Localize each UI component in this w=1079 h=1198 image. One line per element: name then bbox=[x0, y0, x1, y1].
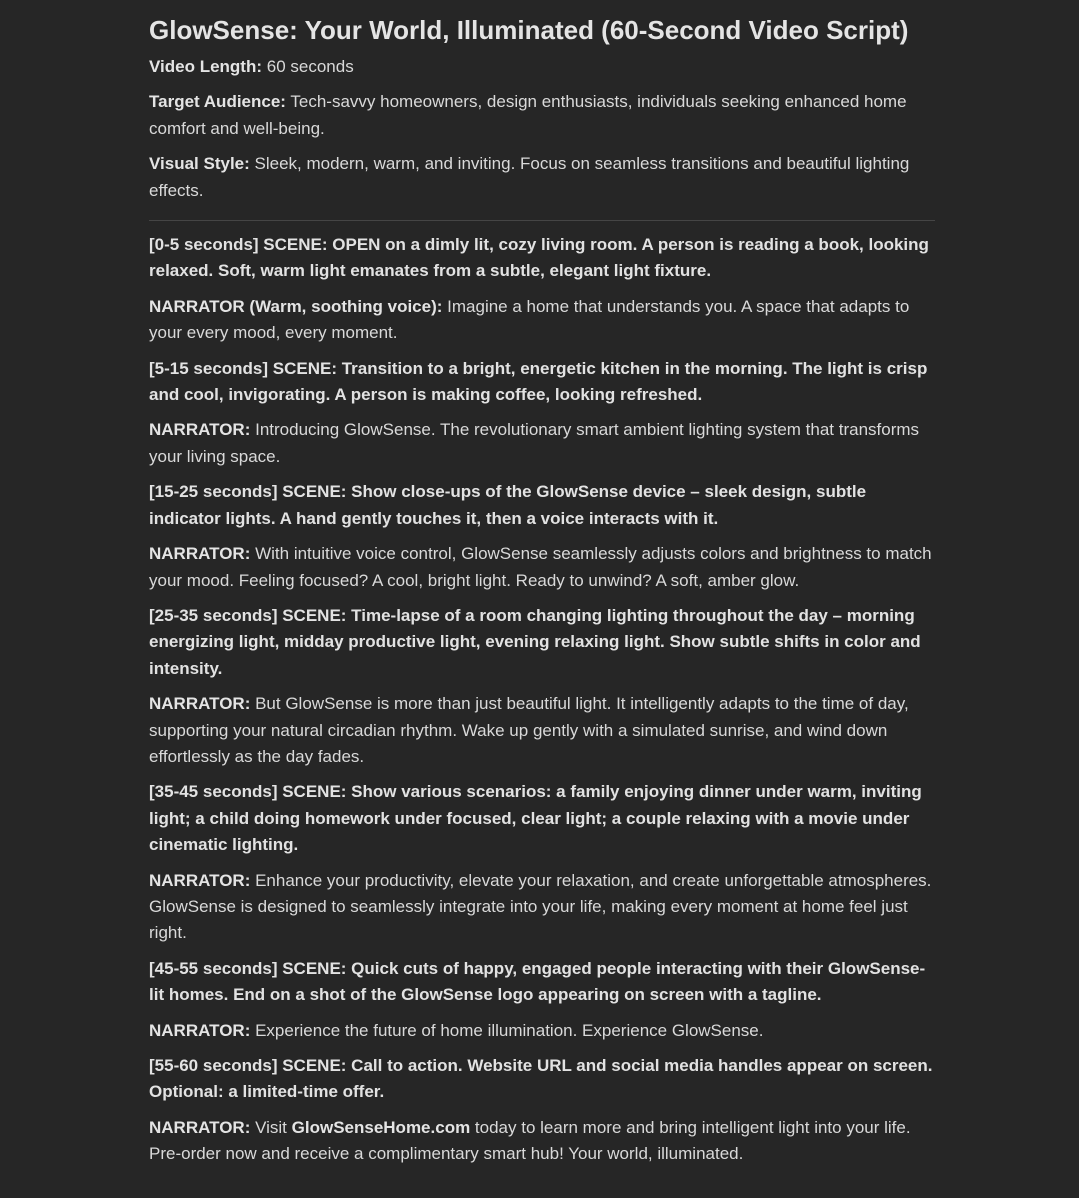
meta-value: Sleek, modern, warm, and inviting. Focus on seamless transitions and beautiful lighting effects. bbox=[149, 154, 910, 200]
narrator-label: NARRATOR: bbox=[149, 1117, 251, 1137]
divider bbox=[149, 220, 935, 221]
narration-text: Visit bbox=[250, 1117, 292, 1137]
scene-direction: [35-45 seconds] SCENE: Show various scenarios: a family enjoying dinner under warm, inviting light; a child doing homework under focused, clear light; a couple relaxing with a movie under cinematic lighting. bbox=[149, 782, 922, 855]
narration bbox=[149, 691, 935, 770]
narrator-label: NARRATOR (Warm, soothing voice): bbox=[149, 296, 443, 316]
website-url: GlowSenseHome.com bbox=[291, 1117, 471, 1137]
narration-text: But GlowSense is more than just beautiful light. It intelligently adapts to the time of day, supporting your natural circadian rhythm. Wake up gently with a simulated sunrise, and wind down effortlessly as the day fades. bbox=[149, 694, 909, 766]
scene-direction: [5-15 seconds] SCENE: Transition to a bright, energetic kitchen in the morning. The light is crisp and cool, invigorating. A person is making coffee, looking refreshed. bbox=[149, 358, 928, 405]
narration-text: Experience the future of home illumination. Experience GlowSense. bbox=[250, 1020, 764, 1040]
meta-value: Tech-savvy homeowners, design enthusiasts, individuals seeking enhanced home comfort and well-being. bbox=[149, 92, 907, 138]
narrator-label: NARRATOR: bbox=[149, 1020, 251, 1040]
narration-text: Enhance your productivity, elevate your relaxation, and create unforgettable atmospheres. GlowSense is designed to seamlessly integrate into your life, making every moment at home feel just right. bbox=[149, 870, 932, 943]
meta-value: 60 seconds bbox=[262, 57, 354, 76]
narrator-label: NARRATOR: bbox=[149, 544, 251, 564]
page-title: GlowSense: Your World, Illuminated (60-Second Video Script) bbox=[149, 15, 909, 45]
narration-text: Imagine a home that understands you. A space that adapts to your every mood, every moment. bbox=[149, 296, 910, 343]
narration bbox=[149, 1018, 935, 1044]
meta-label: Visual Style: bbox=[149, 154, 250, 174]
meta-target-audience bbox=[149, 89, 935, 142]
narration bbox=[149, 1115, 935, 1168]
narrator-label: NARRATOR: bbox=[149, 870, 251, 890]
scene-direction: [15-25 seconds] SCENE: Show close-ups of the GlowSense device – sleek design, subtle indicator lights. A hand gently touches it, then a voice interacts with it. bbox=[149, 482, 867, 528]
narration bbox=[149, 294, 935, 347]
narrator-label: NARRATOR: bbox=[149, 694, 251, 714]
narration bbox=[149, 541, 935, 594]
scene-direction: [0-5 seconds] SCENE: OPEN on a dimly lit, cozy living room. A person is reading a book, looking relaxed. Soft, warm light emanates from a subtle, elegant light fixture. bbox=[149, 235, 929, 281]
narration-text: With intuitive voice control, GlowSense seamlessly adjusts colors and brightness to match your mood. Feeling focused? A cool, bright light. Ready to unwind? A soft, amber glow. bbox=[149, 544, 932, 590]
scene-direction: [25-35 seconds] SCENE: Time-lapse of a room changing lighting throughout the day – morning energizing light, midday productive light, evening relaxing light. Show subtle shifts in color and intensity. bbox=[149, 605, 921, 678]
meta-visual-style bbox=[149, 151, 935, 204]
narration-text: today to learn more and bring intelligent light into your life. Pre-order now and receive a complimentary smart hub! Your world, illuminated. bbox=[149, 1117, 911, 1164]
meta-label: Target Audience: bbox=[149, 92, 286, 112]
narration bbox=[149, 868, 935, 947]
narration-text: Introducing GlowSense. The revolutionary smart ambient lighting system that transforms your living space. bbox=[149, 420, 920, 466]
meta-video-length bbox=[149, 54, 935, 80]
script-document bbox=[149, 14, 935, 1177]
narration bbox=[149, 417, 935, 470]
scene-direction: [45-55 seconds] SCENE: Quick cuts of happy, engaged people interacting with their GlowSense-lit homes. End on a shot of the GlowSense logo appearing on screen with a tagline. bbox=[149, 958, 926, 1005]
scene-direction: [55-60 seconds] SCENE: Call to action. Website URL and social media handles appear on screen. Optional: a limited-time offer. bbox=[149, 1056, 933, 1102]
meta-label: Video Length: bbox=[149, 57, 263, 76]
narrator-label: NARRATOR: bbox=[149, 420, 251, 440]
